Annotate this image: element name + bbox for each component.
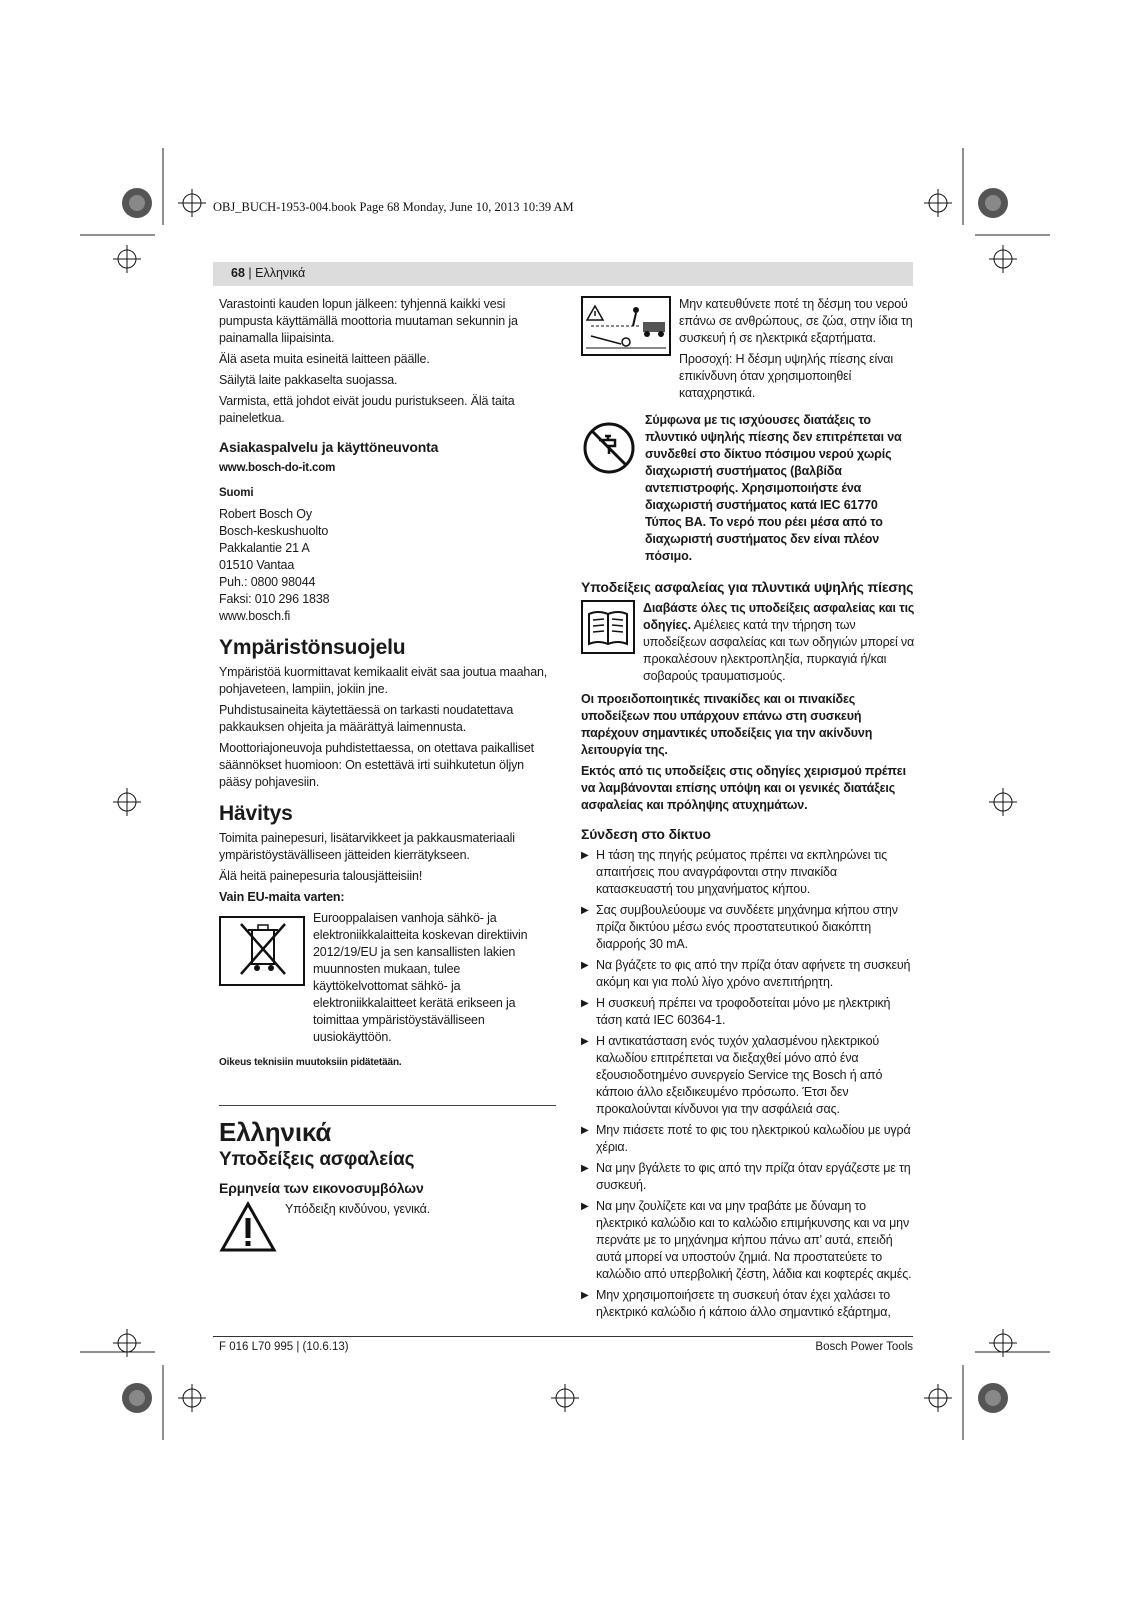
list-item-text: Μην χρησιμοποιήσετε τη συσκευή όταν έχει χαλάσει το ηλεκτρικό καλώδιο ή κάποιο άλλο σημαντικό εξάρτημα, <box>596 1288 891 1319</box>
address-line: Robert Bosch Oy <box>219 507 312 521</box>
list-item-text: Μην πιάσετε ποτέ το φις του ηλεκτρικού καλωδίου με υγρά χέρια. <box>596 1123 911 1154</box>
paragraph: Varastointi kauden lopun jälkeen: tyhjennä kaikki vesi pumpusta käyttämällä moottoria muutaman sekunnin ja painamalla liipaisinta. <box>219 297 518 345</box>
drinking-water-row <box>581 412 916 565</box>
bullet-arrow-icon: ▶ <box>581 850 589 861</box>
symbol-row <box>219 1201 556 1253</box>
bullet-arrow-icon: ▶ <box>581 1036 589 1047</box>
address-line: Puh.: 0800 98044 <box>219 575 316 589</box>
spray-at-people-icon <box>581 296 671 356</box>
page-number: 68 <box>231 266 245 280</box>
address-line: Bosch-keskushuolto <box>219 524 329 538</box>
paragraph: Puhdistusaineita käytettäessä on tarkasti noudatettava pakkauksen ohjeita ja määrättyä laimennusta. <box>219 703 514 734</box>
list-item <box>581 1122 916 1156</box>
address-line: Pakkalantie 21 A <box>219 541 310 555</box>
list-item <box>581 1033 916 1118</box>
symbol-description: Υπόδειξη κινδύνου, γενικά. <box>285 1202 431 1216</box>
paragraph: Älä heitä painepesuria talousjätteisiin! <box>219 869 423 883</box>
safety-heading: Υποδείξεις ασφαλείας για πλυντικά υψηλής πίεσης <box>581 579 914 595</box>
list-item-text: Σας συμβουλεύουμε να συνδέετε μηχάνημα κήπου στην πρίζα δικτύου μέσω ενός προστατευτικού διακόπτη διαρροής 30 mA. <box>596 903 898 951</box>
bullet-arrow-icon: ▶ <box>581 998 589 1009</box>
paragraph: Älä aseta muita esineitä laitteen päälle. <box>219 352 430 366</box>
footer-document-code: F 016 L70 995 | (10.6.13) <box>219 1341 349 1353</box>
list-item <box>581 995 916 1029</box>
address-line: 01510 Vantaa <box>219 558 295 572</box>
list-item-text: Η συσκευή πρέπει να τροφοδοτείται μόνο με ηλεκτρική τάση κατά IEC 60364-1. <box>596 996 891 1027</box>
paragraph: Οι προειδοποιητικές πινακίδες και οι πινακίδες υποδείξεων που υπάρχουν επάνω στη συσκευή παρέχουν σημαντικές υποδείξεις για την ακίνδυνη λειτουργία της. <box>581 692 873 757</box>
mains-heading: Σύνδεση στο δίκτυο <box>581 826 711 842</box>
symbols-heading: Ερμηνεία των εικονοσυμβόλων <box>219 1180 424 1196</box>
left-column <box>219 296 556 1259</box>
bullet-arrow-icon: ▶ <box>581 905 589 916</box>
list-item-text: Να μην βγάλετε το φις από την πρίζα όταν εργάζεστε με τη συσκευή. <box>596 1161 911 1192</box>
paragraph: Εκτός από τις υποδείξεις στις οδηγίες χειρισμού πρέπει να λαμβάνονται επίσης υπόψη και οι γενικές διατάξεις ασφαλείας και πρόληψης ατυχημάτων. <box>581 764 906 812</box>
read-manual-bold: Διαβάστε όλες τις υποδείξεις ασφαλείας και τις οδηγίες. <box>643 601 915 632</box>
no-drinking-water-icon <box>581 420 637 476</box>
book-file-line: OBJ_BUCH-1953-004.book Page 68 Monday, June 10, 2013 10:39 AM <box>213 200 574 214</box>
address-block <box>219 506 556 625</box>
service-heading: Asiakaspalvelu ja käyttöneuvonta <box>219 439 439 455</box>
list-item <box>581 847 916 898</box>
footer-brand: Bosch Power Tools <box>815 1341 913 1353</box>
list-item <box>581 957 916 991</box>
header-section: Ελληνικά <box>255 266 306 280</box>
warning-triangle-icon <box>219 1201 277 1253</box>
read-manual-text <box>643 600 916 685</box>
address-line[interactable]: www.bosch.fi <box>219 609 291 623</box>
list-item <box>581 1198 916 1283</box>
environment-heading: Ympäristönsuojelu <box>219 636 406 659</box>
bullet-arrow-icon: ▶ <box>581 1201 589 1212</box>
list-item <box>581 1287 916 1321</box>
list-item-text: Να μην ζουλίζετε και να μην τραβάτε με δύναμη το ηλεκτρικό καλώδιο και το καλώδιο επιμήκυνσης και να μην περνάτε με το μηχάνημα κήπου πάνω απ’ αυτά, επειδή αυτά μπορεί να υποστούν ζημιά. Να προστατεύετε το καλώδιο από υπερβολική ζέστη, λάδια και κοφτερές ακμές. <box>596 1199 912 1281</box>
weee-text: Eurooppalaisen vanhoja sähkö- ja elektroniikkalaitteita koskevan direktiivin 2012/19/EU ja sen kansallisten lakien muunnosten mukaan, tulee käyttökelvottomat sähkö- ja elektroniikkalaitteet kerätä erikseen ja toimittaa ympäristöystävälliseen uusiokäyttöön. <box>313 911 528 1044</box>
language-title: Ελληνικά <box>219 1117 332 1147</box>
rights-note: Oikeus teknisiin muutoksiin pidätetään. <box>219 1057 402 1068</box>
page-header: 68 | Ελληνικά <box>231 266 306 280</box>
website-link[interactable]: www.bosch-do-it.com <box>219 462 336 474</box>
bullet-arrow-icon: ▶ <box>581 960 589 971</box>
right-column <box>581 296 916 1325</box>
eu-only-label: Vain EU-maita varten: <box>219 890 345 904</box>
footer-divider <box>213 1336 913 1337</box>
list-item-text: Η τάση της πηγής ρεύματος πρέπει να εκπληρώνει τις απαιτήσεις που αναγράφονται στην πινακίδα κατασκευαστή του μηχανήματος κήπου. <box>596 848 887 896</box>
disposal-heading: Hävitys <box>219 802 293 825</box>
paragraph: Μην κατευθύνετε ποτέ τη δέσμη του νερού επάνω σε ανθρώπους, σε ζώα, στην ίδια τη συσκευή ή σε ηλεκτρικά εξαρτήματα. <box>679 297 913 345</box>
list-item <box>581 1160 916 1194</box>
paragraph: Säilytä laite pakkaselta suojassa. <box>219 373 398 387</box>
list-item-text: Η αντικατάσταση ενός τυχόν χαλασμένου ηλεκτρικού καλωδίου επιτρέπεται να διεξαχθεί μόνο από ένα εξουσιοδοτημένο συνεργείο Service της Bosch ή από κάποιο άλλο εξειδικευμένο πρόσωπο. Έτσι δεν προκαλούνται κίνδυνοι για την ασφάλειά σας. <box>596 1034 883 1116</box>
section-divider <box>219 1105 556 1106</box>
read-manual-rest: Αμέλειες κατά την τήρηση των υποδείξεων ασφαλείας και των οδηγιών μπορεί να προκαλέσουν ηλεκτροπληξία, πυρκαγιά ή/και σοβαρούς τραυματισμούς. <box>643 618 915 683</box>
mains-bullet-list <box>581 847 916 1321</box>
paragraph: Προσοχή: Η δέσμη υψηλής πίεσης είναι επικίνδυνη όταν χρησιμοποιηθεί καταχρηστικά. <box>679 352 893 400</box>
country-label: Suomi <box>219 487 254 499</box>
crossed-bin-icon <box>219 916 305 986</box>
paragraph: Ympäristöä kuormittavat kemikaalit eivät saa joutua maahan, pohjaveteen, lampiin, jokiin jne. <box>219 665 548 696</box>
address-line: Faksi: 010 296 1838 <box>219 592 330 606</box>
list-item-text: Να βγάζετε το φις από την πρίζα όταν αφήνετε τη συσκευή ακόμη και για πολύ λίγο χρόνο ανεπιτήρητη. <box>596 958 911 989</box>
bullet-arrow-icon: ▶ <box>581 1125 589 1136</box>
spray-warning-row <box>581 296 916 406</box>
drinking-water-text: Σύμφωνα με τις ισχύουσες διατάξεις το πλυντικό υψηλής πίεσης δεν επιτρέπεται να συνδεθεί στο δίκτυο πόσιμου νερού χωρίς διαχωριστή συστήματος (βαλβίδα αντεπιστροφής. Χρησιμοποιήστε ένα διαχωριστή συστήματος κατά IEC 61770 Τύπος BA. Το νερό που ρέει μέσα από το διαχωριστή συστήματος δεν είναι πλέον πόσιμο. <box>645 413 902 563</box>
paragraph: Toimita painepesuri, lisätarvikkeet ja pakkausmateriaali ympäristöystävälliseen jätteiden kierrätykseen. <box>219 831 515 862</box>
weee-row <box>219 910 556 1046</box>
page-header-bar <box>213 262 913 286</box>
paragraph: Moottoriajoneuvoja puhdistettaessa, on otettava paikalliset säännökset huomioon: On estettävä irti suihkutetun öljyn pääsy pohjavesiin. <box>219 741 534 789</box>
bullet-arrow-icon: ▶ <box>581 1290 589 1301</box>
read-manual-row <box>581 600 916 685</box>
list-item <box>581 902 916 953</box>
paragraph: Varmista, että johdot eivät joudu puristukseen. Älä taita paineletkua. <box>219 394 515 425</box>
read-manual-icon <box>581 600 635 654</box>
safety-title: Υποδείξεις ασφαλείας <box>219 1149 415 1170</box>
bullet-arrow-icon: ▶ <box>581 1163 589 1174</box>
